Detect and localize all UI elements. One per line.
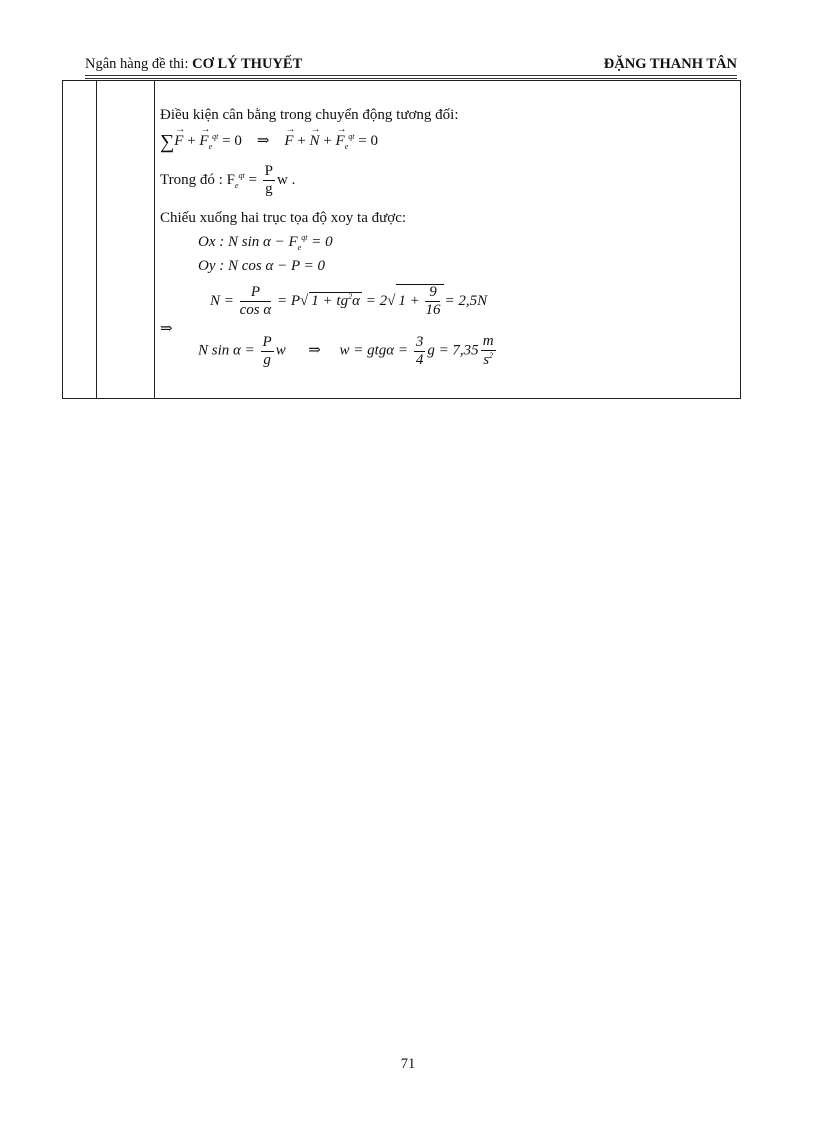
n-result: = 2,5 bbox=[444, 292, 478, 309]
projection-text: Chiếu xuống hai trục tọa độ xoy ta được: bbox=[160, 210, 407, 226]
header-rule-double bbox=[85, 78, 737, 79]
intro-text: Điều kiện cân bằng trong chuyển động tương đối: bbox=[160, 107, 459, 123]
equilibrium-equation: ∑→ F + → $F_e^{qt} = 0$ ⇒ → F + → N + → $F_e^{qt} = 0$ bbox=[160, 132, 378, 152]
inertia-force-definition: Trong đó : $F_e^{qt}$ = $\frac{P}{g}$ w . bbox=[160, 163, 296, 197]
header-subject: CƠ LÝ THUYẾT bbox=[192, 56, 303, 72]
table-column-divider-1 bbox=[96, 81, 97, 398]
ox-equation: Ox : N $\sin \alpha - F_e^{qt} = 0$ bbox=[198, 233, 333, 252]
page-header bbox=[85, 56, 737, 76]
w-equation: N sin α = $\frac{P}{g}$ w ⇒ w = gtgα = $\frac{3}{4}$ g = 7,35 $\frac{m}{s^2}$ bbox=[198, 333, 494, 368]
w-result: = 7,35 bbox=[438, 342, 479, 359]
header-prefix: Ngân hàng đề thi: bbox=[85, 56, 189, 72]
implies-arrow: ⇒ bbox=[160, 321, 173, 337]
page-number: 71 bbox=[400, 1056, 416, 1072]
oy-equation: Oy : N cos α − P = 0 bbox=[198, 258, 325, 274]
trong-do-label: Trong đó : bbox=[160, 171, 223, 188]
table-column-divider-2 bbox=[154, 81, 155, 398]
n-equation: N = $\frac{P}{\text{cos α}}$ = P√ $1 + tg^2\alpha = 2√$ 1 + $\frac{9}{16}$ = 2,5N bbox=[210, 284, 488, 318]
header-author: ĐẶNG THANH TÂN bbox=[603, 56, 737, 72]
header-left bbox=[85, 56, 302, 73]
header-rule bbox=[85, 75, 737, 76]
